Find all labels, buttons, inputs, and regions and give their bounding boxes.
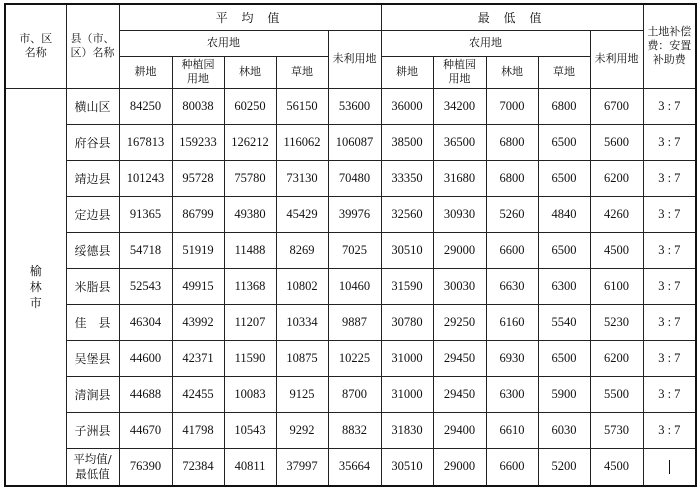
table-row [5, 124, 696, 160]
min-value: 6700 [590, 88, 643, 124]
avg-value: 159233 [172, 124, 224, 160]
avg-value: 95728 [172, 160, 224, 196]
min-value: 32560 [381, 196, 433, 232]
avg-value: 53600 [328, 88, 381, 124]
avg-value: 8269 [276, 232, 328, 268]
county-name: 子洲县 [66, 412, 119, 448]
compensation-ratio: 3 : 7 [643, 376, 696, 412]
min-value: 7000 [486, 88, 538, 124]
col-header-city: 市、区 名称 [5, 4, 66, 88]
min-value: 29450 [433, 376, 486, 412]
min-value: 29000 [433, 232, 486, 268]
summary-label-text: 平均值/ 最低值 [73, 451, 112, 481]
col-header-compensation-ratio: 土地补偿 费：安置 补助费 [643, 4, 696, 88]
avg-value: 80038 [172, 88, 224, 124]
summary-row [5, 448, 696, 486]
summary-min-value: 29000 [433, 448, 486, 486]
min-value: 6300 [486, 376, 538, 412]
summary-min-value: 5200 [538, 448, 590, 486]
min-value: 5260 [486, 196, 538, 232]
avg-value: 70480 [328, 160, 381, 196]
min-forest-header: 林地 [486, 56, 538, 88]
min-value: 4500 [590, 232, 643, 268]
min-value: 5540 [538, 304, 590, 340]
table-row [5, 232, 696, 268]
min-value: 30510 [381, 232, 433, 268]
avg-value: 41798 [172, 412, 224, 448]
min-value: 31590 [381, 268, 433, 304]
avg-value: 10802 [276, 268, 328, 304]
compensation-ratio: 3 : 7 [643, 88, 696, 124]
min-value: 5900 [538, 376, 590, 412]
avg-value: 11488 [224, 232, 276, 268]
summary-avg-value: 76390 [119, 448, 172, 486]
county-name: 绥德县 [66, 232, 119, 268]
min-value: 4840 [538, 196, 590, 232]
min-value: 29400 [433, 412, 486, 448]
min-value: 38500 [381, 124, 433, 160]
city-name-cell [5, 88, 66, 486]
min-value: 31680 [433, 160, 486, 196]
min-value: 6030 [538, 412, 590, 448]
vertical-dash-mark [669, 460, 670, 474]
avg-value: 44688 [119, 376, 172, 412]
avg-value: 45429 [276, 196, 328, 232]
county-name: 靖边县 [66, 160, 119, 196]
avg-agri-header: 农用地 [119, 30, 328, 56]
table-row [5, 412, 696, 448]
avg-value: 126212 [224, 124, 276, 160]
compensation-table-sheet [4, 3, 695, 482]
min-orchard-header: 种植园 用地 [433, 56, 486, 88]
avg-value: 51919 [172, 232, 224, 268]
avg-value: 10083 [224, 376, 276, 412]
avg-value: 43992 [172, 304, 224, 340]
summary-min-value: 6600 [486, 448, 538, 486]
avg-value: 49380 [224, 196, 276, 232]
min-value: 6500 [538, 160, 590, 196]
table-row [5, 304, 696, 340]
compensation-ratio: 3 : 7 [643, 124, 696, 160]
avg-value: 10543 [224, 412, 276, 448]
min-value: 6160 [486, 304, 538, 340]
avg-value: 7025 [328, 232, 381, 268]
min-value: 36500 [433, 124, 486, 160]
avg-value: 101243 [119, 160, 172, 196]
summary-avg-value: 40811 [224, 448, 276, 486]
min-value: 36000 [381, 88, 433, 124]
min-value: 5600 [590, 124, 643, 160]
avg-orchard-header: 种植园 用地 [172, 56, 224, 88]
avg-value: 116062 [276, 124, 328, 160]
table-row [5, 376, 696, 412]
min-value: 6500 [538, 340, 590, 376]
summary-label [66, 448, 119, 486]
min-value: 5230 [590, 304, 643, 340]
table-row [5, 88, 696, 124]
min-value: 34200 [433, 88, 486, 124]
min-value: 30030 [433, 268, 486, 304]
table-row [5, 160, 696, 196]
col-header-county: 县（市、 区）名称 [66, 4, 119, 88]
avg-value: 39976 [328, 196, 381, 232]
min-value: 6630 [486, 268, 538, 304]
min-value: 6800 [486, 124, 538, 160]
min-agri-header: 农用地 [381, 30, 590, 56]
min-value: 29450 [433, 340, 486, 376]
county-name: 米脂县 [66, 268, 119, 304]
min-value: 6200 [590, 160, 643, 196]
compensation-ratio: 3 : 7 [643, 340, 696, 376]
avg-value: 60250 [224, 88, 276, 124]
avg-value: 52543 [119, 268, 172, 304]
min-value: 6800 [538, 88, 590, 124]
avg-value: 46304 [119, 304, 172, 340]
compensation-ratio: 3 : 7 [643, 304, 696, 340]
land-compensation-table [4, 3, 697, 487]
min-value: 6300 [538, 268, 590, 304]
min-value: 5500 [590, 376, 643, 412]
summary-avg-value: 35664 [328, 448, 381, 486]
min-plowland-header: 耕地 [381, 56, 433, 88]
avg-value: 54718 [119, 232, 172, 268]
avg-value: 49915 [172, 268, 224, 304]
min-value: 6200 [590, 340, 643, 376]
county-name: 佳 县 [66, 304, 119, 340]
avg-value: 11368 [224, 268, 276, 304]
avg-value: 42455 [172, 376, 224, 412]
compensation-ratio: 3 : 7 [643, 160, 696, 196]
group-header-average: 平 均 值 [119, 4, 381, 30]
summary-min-value: 30510 [381, 448, 433, 486]
summary-min-value: 4500 [590, 448, 643, 486]
min-value: 29250 [433, 304, 486, 340]
avg-grass-header: 草地 [276, 56, 328, 88]
avg-value: 75780 [224, 160, 276, 196]
city-name: 榆林市 [29, 263, 42, 310]
summary-avg-value: 72384 [172, 448, 224, 486]
min-value: 6500 [538, 124, 590, 160]
county-name: 定边县 [66, 196, 119, 232]
min-value: 33350 [381, 160, 433, 196]
avg-value: 9125 [276, 376, 328, 412]
avg-forest-header: 林地 [224, 56, 276, 88]
county-name: 横山区 [66, 88, 119, 124]
avg-value: 8700 [328, 376, 381, 412]
min-value: 31000 [381, 376, 433, 412]
header-row-1 [5, 4, 696, 30]
avg-value: 10334 [276, 304, 328, 340]
avg-value: 73130 [276, 160, 328, 196]
min-value: 30780 [381, 304, 433, 340]
avg-value: 106087 [328, 124, 381, 160]
min-value: 5730 [590, 412, 643, 448]
min-value: 30930 [433, 196, 486, 232]
avg-value: 10875 [276, 340, 328, 376]
avg-value: 10225 [328, 340, 381, 376]
compensation-ratio: 3 : 7 [643, 196, 696, 232]
avg-value: 44600 [119, 340, 172, 376]
avg-value: 11207 [224, 304, 276, 340]
min-value: 31830 [381, 412, 433, 448]
avg-value: 8832 [328, 412, 381, 448]
summary-avg-value: 37997 [276, 448, 328, 486]
avg-value: 86799 [172, 196, 224, 232]
avg-value: 9292 [276, 412, 328, 448]
avg-unused-header: 未利用地 [328, 30, 381, 88]
avg-value: 56150 [276, 88, 328, 124]
compensation-ratio: 3 : 7 [643, 412, 696, 448]
avg-value: 42371 [172, 340, 224, 376]
county-name: 清涧县 [66, 376, 119, 412]
avg-value: 84250 [119, 88, 172, 124]
avg-value: 167813 [119, 124, 172, 160]
avg-value: 10460 [328, 268, 381, 304]
min-value: 6100 [590, 268, 643, 304]
min-grass-header: 草地 [538, 56, 590, 88]
table-row [5, 196, 696, 232]
county-name: 吴堡县 [66, 340, 119, 376]
compensation-ratio: 3 : 7 [643, 232, 696, 268]
avg-plowland-header: 耕地 [119, 56, 172, 88]
min-value: 6800 [486, 160, 538, 196]
avg-value: 44670 [119, 412, 172, 448]
table-row [5, 268, 696, 304]
avg-value: 9887 [328, 304, 381, 340]
table-row [5, 340, 696, 376]
avg-value: 91365 [119, 196, 172, 232]
min-value: 6500 [538, 232, 590, 268]
group-header-minimum: 最 低 值 [381, 4, 643, 30]
min-value: 6930 [486, 340, 538, 376]
min-value: 6600 [486, 232, 538, 268]
summary-ratio-dash [643, 448, 696, 486]
min-value: 31000 [381, 340, 433, 376]
min-value: 4260 [590, 196, 643, 232]
avg-value: 11590 [224, 340, 276, 376]
county-name: 府谷县 [66, 124, 119, 160]
compensation-ratio: 3 : 7 [643, 268, 696, 304]
min-value: 6610 [486, 412, 538, 448]
min-unused-header: 未利用地 [590, 30, 643, 88]
